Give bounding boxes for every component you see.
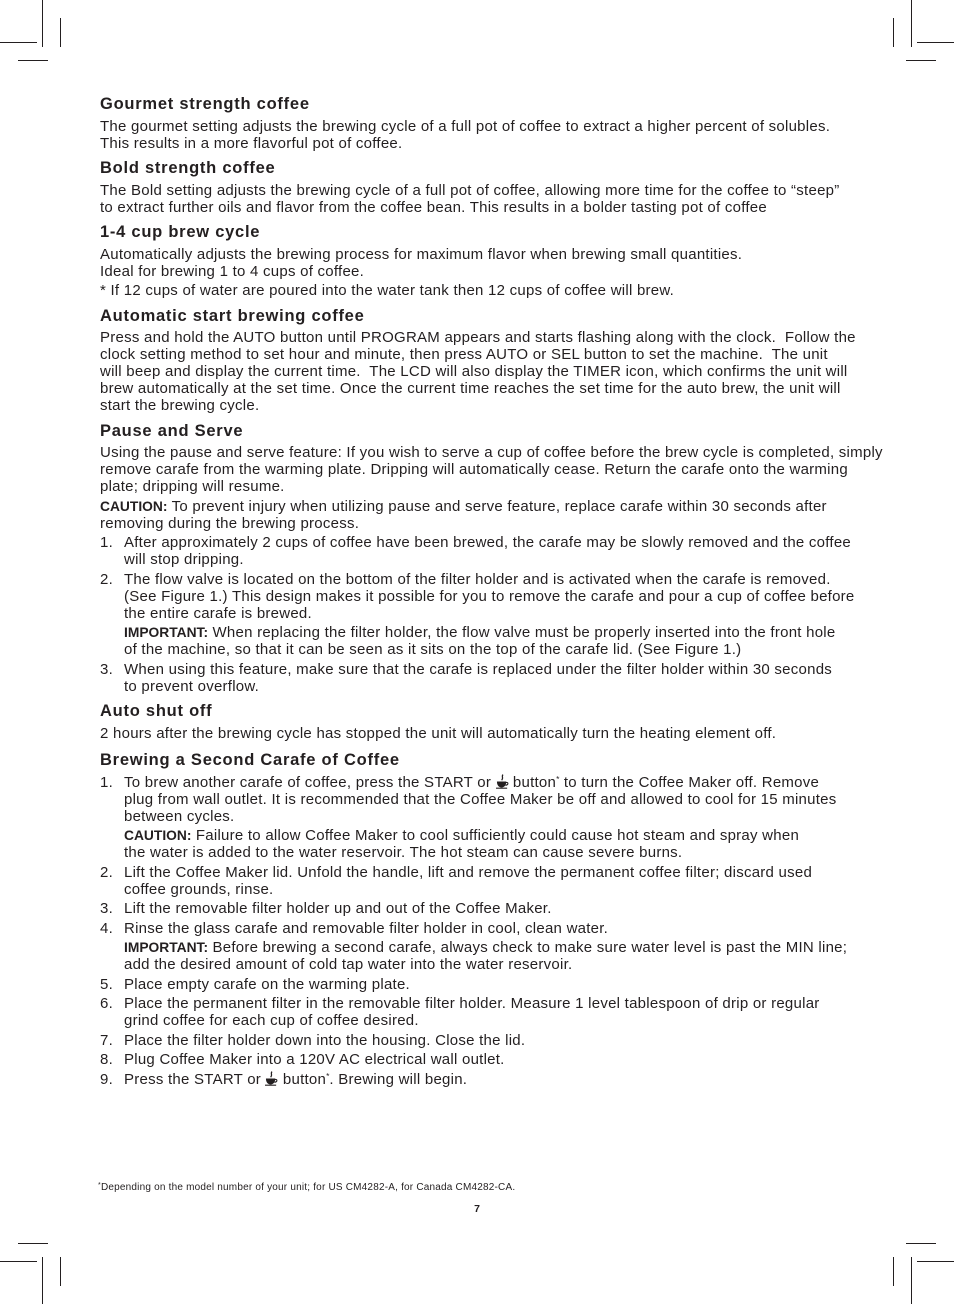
important-line: add the desired amount of cold tap water into the water reservoir. [124,956,573,973]
bold-text-line: The Bold setting adjusts the brewing cycle of a full pot of coffee, allowing more time for the coffee to “steep” [100,181,840,199]
step-text: to turn the Coffee Maker off. Remove [559,773,820,791]
step-text-line: Place empty carafe on the warming plate. [124,975,410,993]
step-text-line: The flow valve is located on the bottom of the filter holder and is activated when the carafe is removed. [124,570,831,588]
pause-serve-text-line: plate; dripping will resume. [100,478,285,495]
second-carafe-step [100,976,880,993]
step-number: 1. [100,773,114,791]
small-batch-note-line: * If 12 cups of water are poured into the water tank then 12 cups of coffee will brew. [100,282,675,299]
bold-text-line: to extract further oils and flavor from the coffee bean. This results in a bolder tasting pot of coffee [100,198,767,216]
step-number: 6. [100,995,114,1012]
coffee-cup-icon [496,774,509,789]
small-batch-paragraph [100,246,880,280]
small-batch-note [100,282,880,299]
page-number: 7 [474,1203,480,1215]
caution-label: CAUTION: [124,828,192,843]
step-text: . Brewing will begin. [329,1070,468,1088]
important-text: Before brewing a second carafe, always check to make sure water level is past the MIN line; [208,939,848,956]
footnote-marker: * [98,1182,101,1189]
auto-start-text-line: will beep and display the current time. The LCD will also display the TIMER icon, which confirms the unit will [100,363,848,380]
pause-serve-step [100,571,880,622]
second-carafe-heading: Brewing a Second Carafe of Coffee [100,751,400,769]
second-carafe-step [100,1071,880,1088]
important-line [124,939,880,956]
caution-line: removing during the brewing process. [100,514,360,532]
small-batch-text-line: Automatically adjusts the brewing process for maximum flavor when brewing small quantities. [100,245,743,263]
auto-shut-off-text-line: 2 hours after the brewing cycle has stopped the unit will automatically turn the heating element off. [100,724,777,742]
pause-serve-step [100,661,880,695]
important-text: When replacing the filter holder, the flow valve must be properly inserted into the front hole [208,624,836,641]
important-note [100,624,880,658]
second-carafe-step [100,774,880,825]
gourmet-heading: Gourmet strength coffee [100,95,310,113]
footnote-marker: * [326,1070,330,1081]
step-text-line: between cycles. [124,807,235,825]
gourmet-text-line: The gourmet setting adjusts the brewing cycle of a full pot of coffee to extract a higher percent of solubles. [100,117,831,135]
step-text-line: Lift the Coffee Maker lid. Unfold the handle, lift and remove the permanent coffee filter; discard used [124,863,813,881]
step-text-line: grind coffee for each cup of coffee desired. [124,1012,419,1029]
auto-shut-off-paragraph [100,725,880,742]
auto-start-paragraph [100,329,880,414]
step-text-line [124,1071,880,1088]
step-number: 2. [100,863,114,881]
gourmet-paragraph [100,118,880,152]
caution-note [100,827,880,861]
coffee-cup-icon [265,1071,278,1086]
step-text-line: (See Figure 1.) This design makes it possible for you to remove the carafe and pour a cup of coffee before [124,587,855,605]
important-label: IMPORTANT: [124,625,209,640]
second-carafe-step [100,864,880,898]
step-text-line: will stop dripping. [124,551,244,568]
second-carafe-step [100,1032,880,1049]
auto-start-heading: Automatic start brewing coffee [100,306,365,325]
pause-serve-caution [100,498,880,532]
pause-serve-step [100,534,880,568]
step-number: 3. [100,660,114,678]
step-number: 8. [100,1051,114,1068]
step-text-line: the entire carafe is brewed. [124,604,312,622]
step-number: 1. [100,534,114,551]
bold-heading: Bold strength coffee [100,159,276,177]
caution-line [124,827,880,844]
footnote [98,1182,515,1195]
important-line [124,624,880,641]
step-text-line [124,774,880,791]
step-text-line: to prevent overflow. [124,677,260,695]
auto-start-text-line: Press and hold the AUTO button until PROGRAM appears and starts flashing along with the clock. Follow the [100,329,856,346]
step-text-line: Place the filter holder down into the housing. Close the lid. [124,1031,526,1049]
caution-text: To prevent injury when utilizing pause and serve feature, replace carafe within 30 seconds after [167,497,827,515]
button-word: button [278,1070,327,1088]
step-number: 2. [100,570,114,588]
step-text-line: When using this feature, make sure that the carafe is replaced under the filter holder within 30 seconds [124,660,833,678]
step-number: 7. [100,1031,114,1049]
pause-serve-paragraph [100,444,883,495]
bold-paragraph [100,182,880,216]
step-text-line: Place the permanent filter in the removable filter holder. Measure 1 level tablespoon of drip or regular [124,995,820,1012]
small-batch-text-line: Ideal for brewing 1 to 4 cups of coffee. [100,262,365,280]
step-text-line: Rinse the glass carafe and removable filter holder in cool, clean water. [124,919,609,937]
step-text: To brew another carafe of coffee, press the START or [124,773,496,791]
caution-line [100,498,880,515]
important-note [100,939,880,973]
second-carafe-step [100,995,880,1029]
caution-text: Failure to allow Coffee Maker to cool sufficiently could cause hot steam and spray when [191,827,800,844]
important-line: of the machine, so that it can be seen as it sits on the top of the carafe lid. (See Figure 1.) [124,641,742,658]
step-number: 5. [100,975,114,993]
gourmet-text-line: This results in a more flavorful pot of coffee. [100,134,403,152]
step-text-line: After approximately 2 cups of coffee have been brewed, the carafe may be slowly removed and the coffee [124,534,852,551]
caution-line: the water is added to the water reservoir. The hot steam can cause severe burns. [124,844,683,861]
auto-start-text-line: brew automatically at the set time. Once the current time reaches the set time for the auto brew, the unit will [100,380,841,397]
pause-serve-text-line: Using the pause and serve feature: If you wish to serve a cup of coffee before the brew cycle is completed, simply [100,444,883,461]
small-batch-heading: 1-4 cup brew cycle [100,223,261,241]
step-text-line: Plug Coffee Maker into a 120V AC electrical wall outlet. [124,1051,505,1068]
auto-shut-off-heading: Auto shut off [100,702,213,720]
step-number: 3. [100,900,114,917]
caution-label: CAUTION: [100,498,168,514]
pause-serve-heading: Pause and Serve [100,421,244,440]
footnote-text: Depending on the model number of your unit; for US CM4282-A, for Canada CM4282-CA. [100,1182,516,1193]
auto-start-text-line: clock setting method to set hour and minute, then press AUTO or SEL button to set the machine. The unit [100,346,828,363]
second-carafe-step [100,900,880,917]
important-label: IMPORTANT: [124,940,209,955]
second-carafe-step [100,1051,880,1068]
step-text: Press the START or [124,1070,266,1088]
footnote-marker: * [556,773,560,784]
step-number: 4. [100,919,114,937]
step-text-line: Lift the removable filter holder up and out of the Coffee Maker. [124,900,552,917]
step-number: 9. [100,1070,114,1088]
pause-serve-text-line: remove carafe from the warming plate. Dripping will automatically cease. Return the carafe onto the warming [100,461,848,478]
step-text-line: coffee grounds, rinse. [124,880,274,898]
auto-start-text-line: start the brewing cycle. [100,397,260,414]
step-text-line: plug from wall outlet. It is recommended that the Coffee Maker be off and allowed to cool for 15 minutes [124,790,837,808]
second-carafe-step [100,920,880,937]
page-content [100,95,883,1088]
button-word: button [508,773,557,791]
